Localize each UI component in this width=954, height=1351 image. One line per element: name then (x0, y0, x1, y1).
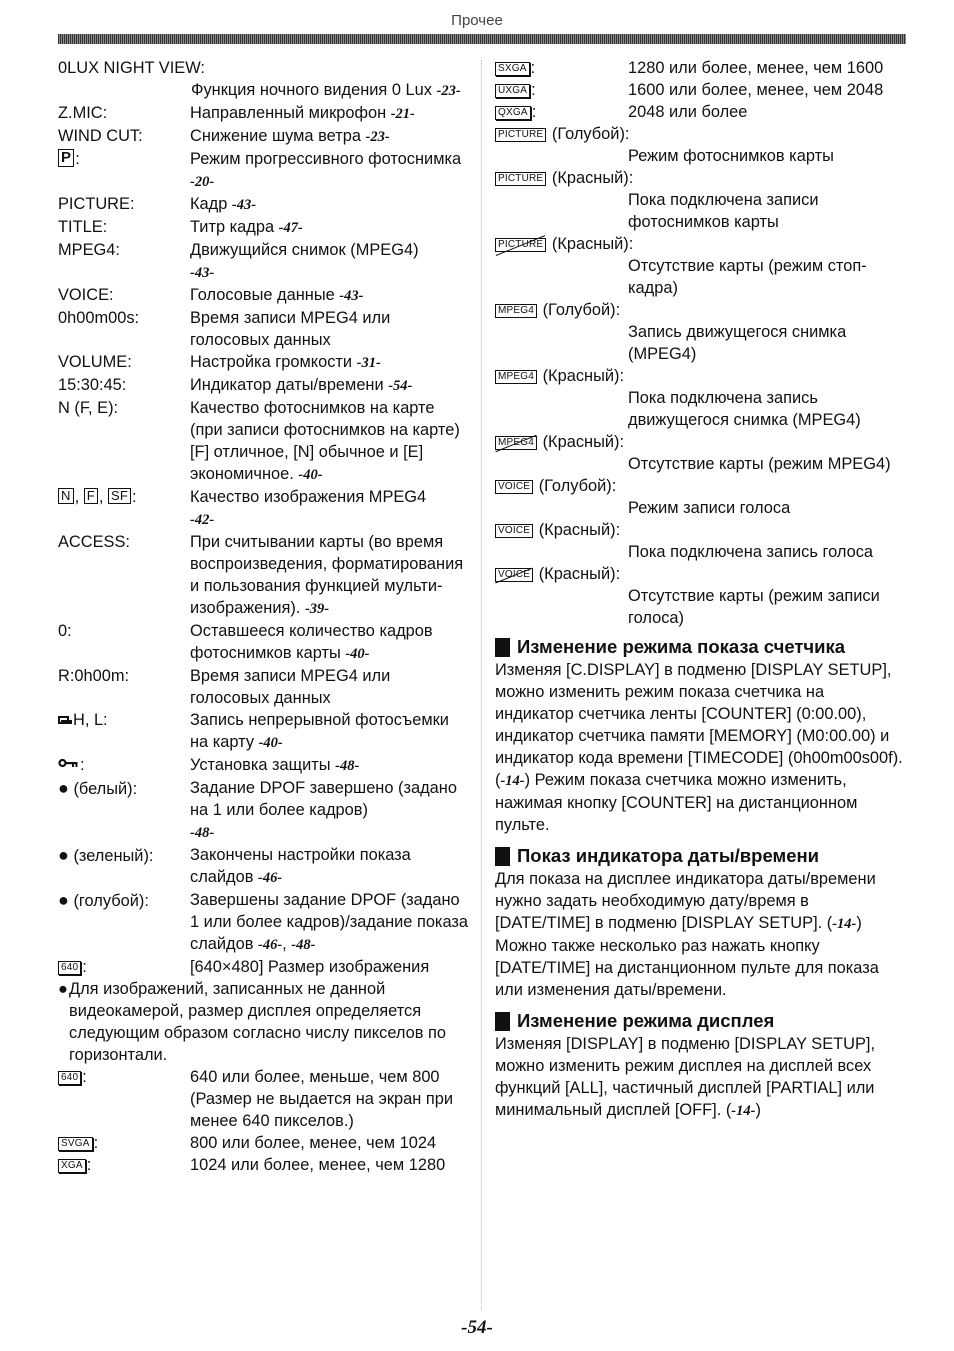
size-svga-icon: SVGA (58, 1137, 93, 1151)
term: MPEG4 (Красный): (495, 365, 905, 387)
status-item (495, 299, 905, 365)
description: Режим записи голоса (628, 499, 791, 517)
key-icon (58, 758, 80, 768)
size-640-icon: 640 (58, 1071, 81, 1085)
voice-mode-icon: VOICE (495, 524, 533, 538)
term: 0: (58, 622, 72, 640)
page-ref: -40- (298, 467, 323, 483)
term: : (58, 754, 190, 777)
description: Режим фотоснимков карты (628, 147, 834, 165)
description: Отсутствие карты (режим MPEG4) (628, 455, 891, 473)
description: Голосовые данные -43- (190, 286, 364, 304)
section-heading: Показ индикатора даты/времени (495, 844, 905, 868)
quality-n-icon: N (58, 488, 74, 504)
size-uxga-icon: UXGA (495, 84, 530, 98)
section-square-icon (495, 638, 510, 657)
description: 640 или более, меньше, чем 800 (Размер не выдается на экран при менее 640 пикселов.) (190, 1068, 453, 1130)
left-column (58, 57, 470, 1176)
size-item (495, 79, 905, 101)
description: Время записи MPEG4 или голосовых данных (190, 309, 391, 349)
note (58, 978, 470, 1066)
header-rule (58, 34, 906, 44)
term: SVGA : (58, 1132, 190, 1154)
section-heading: Изменение режима показа счетчика (495, 635, 905, 659)
description: Пока подключена запись движущегося снимка (MPEG4) (628, 389, 861, 429)
glossary-item (58, 307, 470, 351)
size-item (495, 101, 905, 123)
page-ref: -48- (291, 937, 316, 953)
page-ref: -40- (258, 735, 283, 751)
term: SXGA : (495, 57, 628, 79)
term: MPEG4 (Красный): (495, 431, 905, 453)
page-ref: -23- (436, 83, 461, 99)
term: H, L: (58, 709, 190, 754)
status-item (495, 475, 905, 519)
glossary-item (58, 102, 470, 125)
size-item (58, 1132, 470, 1154)
section-square-icon (495, 1012, 510, 1031)
page-ref: -43- (190, 265, 215, 281)
glossary-item (58, 193, 470, 216)
glossary-item (58, 777, 470, 844)
term: VOICE (Голубой): (495, 475, 905, 497)
page-ref: -39- (304, 601, 330, 617)
glossary-item (58, 397, 470, 486)
description: Пока подключена запись голоса (628, 543, 874, 561)
glossary-item (58, 665, 470, 709)
status-item (495, 167, 905, 233)
description: Запись непрерывной фотосъемки на карту -40- (190, 711, 449, 751)
picture-mode-icon: PICTURE (495, 172, 546, 186)
size-item (495, 57, 905, 79)
description: Индикатор даты/времени -54- (190, 376, 413, 394)
page-ref: -48- (335, 758, 360, 774)
page-ref: -43- (339, 288, 364, 304)
quality-f-icon: F (84, 488, 98, 504)
term: MPEG4 (Голубой): (495, 299, 905, 321)
size-item (58, 1066, 470, 1132)
page-ref: -20- (190, 174, 215, 190)
glossary-item (58, 284, 470, 307)
section-heading: Изменение режима дисплея (495, 1009, 905, 1033)
burst-camera-icon (58, 714, 73, 725)
section-text: Изменяя [C.DISPLAY] в подменю [DISPLAY SETUP], можно изменить режим показа счетчика на индикатор счетчика ленты [COUNTER] (0:00.00), индикатор счетчика памяти [MEMORY] (M0:00.00) и индикатор кода времени [TIMECODE] (0h00m00s00f). (-14-) Режим показа счетчика можно изменить, нажимая кнопку [COUNTER] на дистанционном пульте. (495, 661, 903, 834)
description: Направленный микрофон -21- (190, 104, 415, 122)
term: QXGA : (495, 101, 628, 123)
page-header: Прочее (451, 12, 503, 29)
page-ref: -43- (231, 197, 257, 213)
status-item (495, 431, 905, 475)
description: Закончены настройки показа слайдов -46- (190, 846, 411, 886)
description: 1600 или более, менее, чем 2048 (628, 81, 884, 99)
page-ref: -21- (390, 106, 415, 122)
bullet-icon: ● (58, 980, 68, 998)
page-ref: -14- (832, 916, 857, 932)
size-item (58, 1154, 470, 1176)
description: Титр кадра -47- (190, 218, 303, 236)
term: R:0h00m: (58, 667, 130, 685)
dpof-slideshow-dot-icon: ● (58, 890, 69, 910)
glossary-item (58, 531, 470, 620)
term: VOICE: (58, 286, 114, 304)
term: VOLUME: (58, 353, 132, 371)
page-ref: -31- (356, 355, 381, 371)
size-sxga-icon: SXGA (495, 62, 530, 76)
description: Настройка громкости -31- (190, 353, 381, 371)
section-text: Изменяя [DISPLAY] в подменю [DISPLAY SETUP], можно изменить режим дисплея на дисплей всех функций [ALL], частичный дисплей [PARTIAL] или минимальный дисплей [OFF]. (-14-) (495, 1035, 876, 1119)
term: P : (58, 148, 190, 193)
glossary-item (58, 754, 470, 777)
description: Движущийся снимок (MPEG4) -43- (190, 241, 419, 281)
picture-no-card-icon: PICTURE (495, 238, 546, 252)
section-text: Для показа на дисплее индикатора даты/времени нужно задать необходимую дату/время в [DATE/TIME] в подменю [DISPLAY SETUP]. (-14-) Можно также несколько раз нажать кнопку [DATE/TIME] на дистанционном пульте для показа или изменения даты/времени. (495, 870, 879, 999)
term: N (F, E): (58, 399, 119, 417)
progressive-photo-icon: P (58, 149, 74, 167)
description: 1024 или более, менее, чем 1280 (190, 1156, 446, 1174)
mpeg4-mode-icon: MPEG4 (495, 304, 537, 318)
page-ref: -42- (190, 512, 215, 528)
mpeg4-no-card-icon: MPEG4 (495, 436, 537, 450)
term: ● (голубой): (58, 890, 149, 910)
term: UXGA : (495, 79, 628, 101)
glossary-item (58, 956, 470, 978)
status-item (495, 365, 905, 431)
term: ACCESS: (58, 533, 130, 551)
note-text: Для изображений, записанных не данной видеокамерой, размер дисплея определяется следующим образом согласно числу пикселов по горизонтали. (69, 980, 447, 1064)
description: Оставшееся количество кадров фотоснимков карты -40- (190, 622, 433, 662)
description: При считывании карты (во время воспроизведения, форматирования и пользования функцией мульти-изображения). -39- (190, 533, 464, 617)
term: 0LUX NIGHT VIEW: (58, 59, 205, 77)
description: Кадр -43- (190, 195, 257, 213)
dpof-dot-icon: ● (58, 778, 69, 798)
glossary-item (58, 844, 470, 889)
term: PICTURE (Красный): (495, 167, 905, 189)
column-divider (481, 60, 482, 1310)
description: Функция ночного видения 0 Lux -23- (191, 81, 461, 99)
glossary-item (58, 889, 470, 956)
term: ● (зеленый): (58, 845, 154, 865)
glossary-item (58, 57, 470, 102)
description: 1280 или более, менее, чем 1600 (628, 59, 884, 77)
size-xga-icon: XGA (58, 1159, 86, 1173)
section-square-icon (495, 847, 510, 866)
picture-mode-icon: PICTURE (495, 128, 546, 142)
glossary-item (58, 148, 470, 193)
description: [640×480] Размер изображения (190, 958, 430, 976)
description: Задание DPOF завершено (задано на 1 или более кадров) -48- (190, 779, 457, 841)
glossary-item (58, 486, 470, 531)
page-ref: -47- (278, 220, 303, 236)
term: Z.MIC: (58, 104, 108, 122)
status-item (495, 233, 905, 299)
page-ref: -23- (365, 129, 390, 145)
description: Отсутствие карты (режим стоп-кадра) (628, 257, 867, 297)
status-item (495, 519, 905, 563)
status-item (495, 123, 905, 167)
size-qxga-icon: QXGA (495, 106, 531, 120)
description: Снижение шума ветра -23- (190, 127, 390, 145)
description: 800 или более, менее, чем 1024 (190, 1134, 437, 1152)
term: WIND CUT: (58, 127, 143, 145)
description: 2048 или более (628, 103, 748, 121)
glossary-item (58, 374, 470, 397)
glossary-item (58, 620, 470, 665)
term: 0h00m00s: (58, 309, 140, 327)
term: MPEG4: (58, 241, 120, 259)
glossary-item (58, 125, 470, 148)
glossary-item (58, 351, 470, 374)
description: Установка защиты -48- (190, 756, 360, 774)
term: ● (белый): (58, 778, 138, 798)
voice-mode-icon: VOICE (495, 480, 533, 494)
term: 640 : (58, 956, 190, 978)
page-ref: -54- (388, 378, 413, 394)
term: PICTURE (Красный): (495, 233, 905, 255)
mpeg4-mode-icon: MPEG4 (495, 370, 537, 384)
description: Отсутствие карты (режим записи голоса) (628, 587, 880, 627)
term: TITLE: (58, 218, 108, 236)
term: VOICE (Красный): (495, 563, 905, 585)
page-ref: -46- (257, 870, 283, 886)
term: N , F , SF : (58, 486, 190, 531)
glossary-item (58, 709, 470, 754)
page-ref: -48- (190, 825, 215, 841)
description: Качество фотоснимков на карте (при записи фотоснимков на карте) [F] отличное, [N] обычное и [E] экономичное. -40- (190, 399, 460, 483)
description: Режим прогрессивного фотоснимка -20- (190, 150, 462, 190)
description: Завершены задание DPOF (задано 1 или более кадров)/задание показа слайдов -46-, -48- (190, 891, 469, 953)
status-item (495, 563, 905, 629)
glossary-item (58, 239, 470, 284)
term: PICTURE (Голубой): (495, 123, 905, 145)
description: Время записи MPEG4 или голосовых данных (190, 667, 391, 707)
term: PICTURE: (58, 195, 135, 213)
term: 15:30:45: (58, 376, 127, 394)
page-ref: -40- (345, 646, 370, 662)
description: Качество изображения MPEG4 -42- (190, 488, 427, 528)
size-640-icon: 640 (58, 961, 81, 975)
term: 640 : (58, 1066, 190, 1132)
page-ref: -14- (731, 1103, 756, 1119)
right-column (495, 57, 905, 1122)
description: Пока подключена записи фотоснимков карты (628, 191, 819, 231)
page-ref: -14- (500, 773, 525, 789)
page-ref: -46- (257, 937, 283, 953)
slideshow-dot-icon: ● (58, 845, 69, 865)
page-number: -54- (461, 1317, 493, 1338)
term: VOICE (Красный): (495, 519, 905, 541)
term: XGA : (58, 1154, 190, 1176)
quality-sf-icon: SF (108, 488, 131, 504)
glossary-item (58, 216, 470, 239)
description: Запись движущегося снимка (MPEG4) (628, 323, 847, 363)
voice-no-card-icon: VOICE (495, 568, 533, 582)
